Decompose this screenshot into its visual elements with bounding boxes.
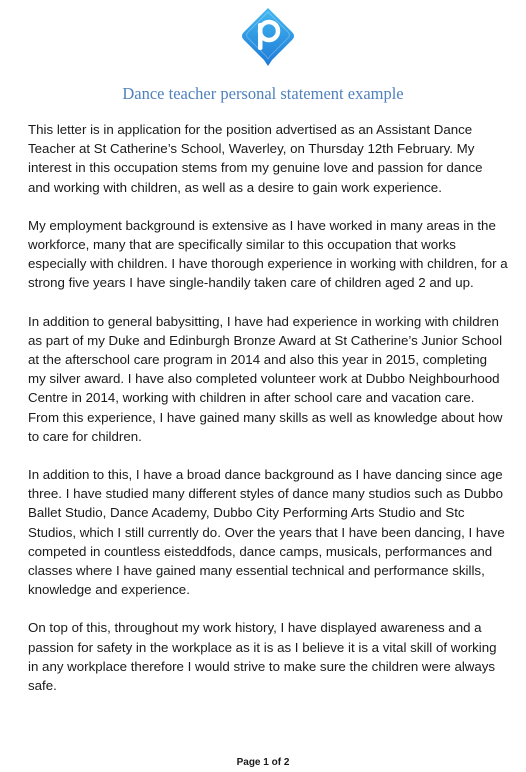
paragraph-babysitting-experience: In addition to general babysitting, I have had experience in working with children as part of my Duke and Edinburgh Bronze Award at St Catherine’s Junior School at the afterschool care program in 2014 and also this year in 2015, completing my silver award. I have also completed volunteer work at Dubbo Neighbourhood Centre in 2014, working with children in after school care and vacation care. From this experience, I have gained many skills as well as knowledge about how to care for children. — [28, 313, 503, 444]
paragraph-dance-background: In addition to this, I have a broad dance background as I have dancing since age three. I have studied many different styles of dance many studios such as Dubbo Ballet Studio, Dance Academy, Dubbo City Performing Arts Studio and Stc Studios, which I still currently do. Over the years that I have been dancing, I have competed in countless eisteddfods, dance camps, musicals, performances and classes where I have gained many essential technical and performance skills, knowledge and experience. — [28, 467, 505, 598]
document-title: Dance teacher personal statement example — [122, 84, 404, 103]
p-logo-icon — [238, 6, 298, 68]
document-body — [28, 120, 508, 714]
paragraph-safety-awareness: On top of this, throughout my work history, I have displayed awareness and a passion for safety in the workplace as it is as I believe it is a vital skill of working in any workplace therefore I would strive to make sure the children were always safe. — [28, 620, 497, 694]
paragraph-application: This letter is in application for the position advertised as an Assistant Dance Teacher at St Catherine’s School, Waverley, on Thursday 12th February. My interest in this occupation stems from my genuine love and passion for dance and working with children, as well as a desire to gain work experience. — [28, 122, 483, 195]
page-number: Page 1 of 2 — [236, 757, 290, 768]
paragraph-employment-background: My employment background is extensive as I have worked in many areas in the workforce, many that are specifically similar to this occupation that works especially with children. I have thorough experience in working with children, for a strong five years I have single-handily taken care of children aged 2 and up. — [28, 217, 508, 291]
